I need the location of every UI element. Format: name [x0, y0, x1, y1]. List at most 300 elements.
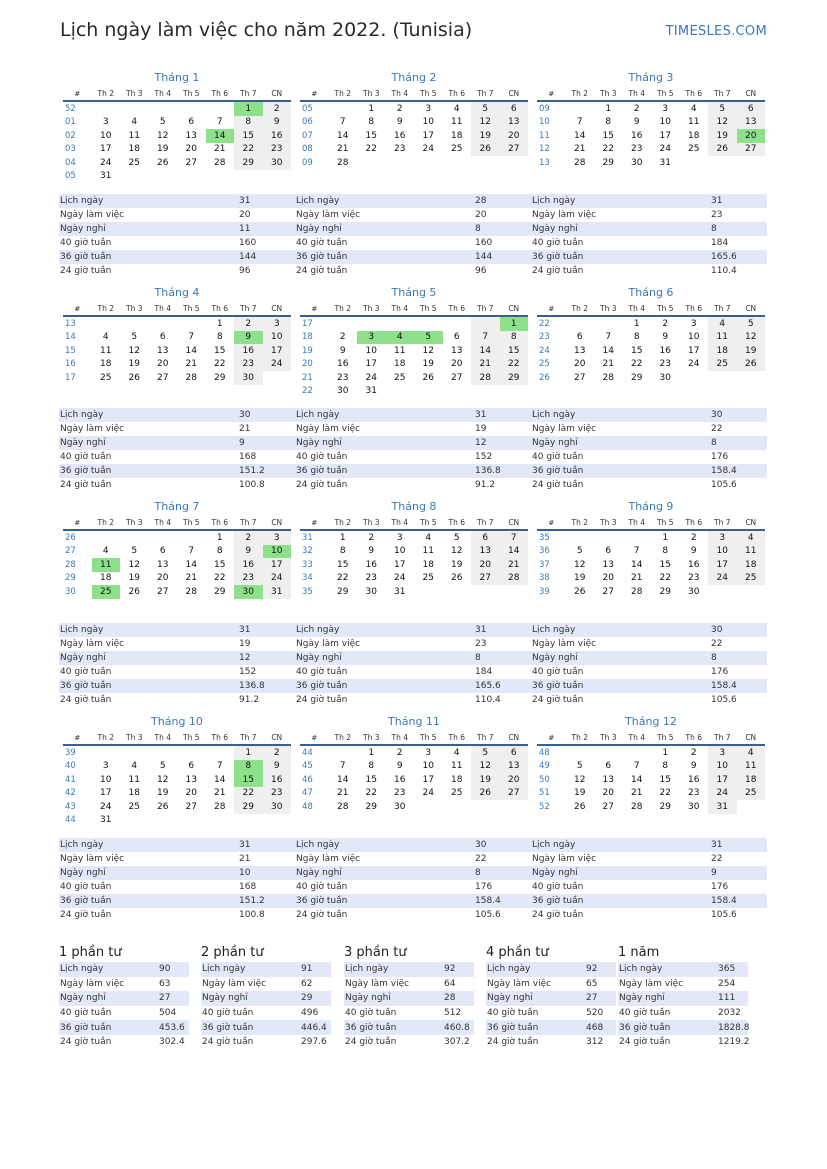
- stat-label: 40 giờ tuần: [345, 1008, 397, 1019]
- day-cell: 8: [662, 546, 669, 557]
- week-number: 44: [65, 815, 76, 826]
- day-cell: 2: [396, 103, 403, 114]
- weekday-header: Th 5: [414, 516, 443, 530]
- week-number: 30: [65, 586, 76, 597]
- week-row: [537, 143, 765, 157]
- week-number: 29: [65, 573, 76, 584]
- day-cell: 19: [708, 129, 737, 143]
- day-cell: 19: [128, 573, 140, 584]
- month-stats: [531, 408, 767, 492]
- week-row: [63, 585, 291, 599]
- stat-label: Ngày làm việc: [296, 210, 361, 220]
- stat-value: 165.6: [710, 250, 767, 264]
- weekday-header: CN: [737, 87, 766, 101]
- weekday-header: Th 2: [566, 516, 595, 530]
- day-cell: 8: [368, 117, 375, 128]
- day-cell: 11: [128, 774, 140, 785]
- stat-label: 24 giờ tuần: [487, 1037, 539, 1048]
- day-cell: 16: [263, 773, 292, 787]
- stat-label: 36 giờ tuần: [531, 679, 710, 693]
- stat-value: 27: [158, 991, 189, 1006]
- day-cell: 22: [337, 573, 349, 584]
- day-cell: 28: [574, 157, 586, 168]
- weekday-header: Th 7: [471, 731, 500, 745]
- week-number: 26: [539, 372, 550, 383]
- week-number: 48: [302, 801, 313, 812]
- week-row: [300, 316, 528, 331]
- weekday-header: Th 6: [206, 87, 235, 101]
- month-name: Tháng 9: [628, 500, 674, 513]
- stat-label: 40 giờ tuần: [532, 238, 584, 248]
- week-row: [300, 585, 528, 599]
- day-cell: 3: [396, 532, 403, 543]
- day-cell: 19: [422, 359, 434, 370]
- stat-label: 40 giờ tuần: [296, 882, 348, 892]
- stat-label: 24 giờ tuần: [532, 480, 584, 490]
- day-cell: 21: [337, 788, 349, 799]
- day-cell: 19: [574, 788, 586, 799]
- week-number: 45: [302, 761, 313, 772]
- day-cell: 30: [234, 585, 263, 599]
- week-row: [300, 760, 528, 774]
- stat-value: 105.6: [711, 695, 737, 705]
- day-cell: 5: [159, 117, 166, 128]
- day-cell: 9: [263, 760, 292, 774]
- day-cell: 17: [688, 345, 700, 356]
- stat-label: Ngày nghỉ: [531, 222, 710, 236]
- stat-label: 24 giờ tuần: [60, 480, 112, 490]
- stat-value: 144: [474, 250, 531, 264]
- week-row: [300, 344, 528, 358]
- stat-value: 8: [710, 222, 767, 236]
- day-cell: 14: [185, 345, 197, 356]
- stat-value: 2032: [718, 1008, 741, 1019]
- week-number: 16: [65, 359, 76, 370]
- stat-label: Lịch ngày: [295, 623, 474, 637]
- empty-cell: [737, 585, 766, 599]
- week-row: [300, 371, 528, 385]
- stat-label: 40 giờ tuần: [202, 1008, 254, 1019]
- day-cell: 19: [157, 144, 169, 155]
- stat-value: 468: [585, 1020, 616, 1035]
- day-cell: 4: [737, 530, 766, 545]
- week-number: 04: [65, 157, 76, 168]
- weekday-header: Th 4: [149, 516, 178, 530]
- day-cell: 28: [631, 801, 643, 812]
- empty-cell: [471, 385, 500, 399]
- day-cell: 2: [368, 532, 375, 543]
- day-cell: 17: [708, 558, 737, 572]
- weekday-header: Th 6: [680, 87, 709, 101]
- stat-label: 40 giờ tuần: [532, 667, 584, 677]
- day-cell: 12: [574, 774, 586, 785]
- day-cell: 23: [234, 572, 263, 586]
- day-cell: 6: [605, 761, 612, 772]
- week-row: [537, 530, 765, 545]
- day-cell: 15: [234, 773, 263, 787]
- stat-label: 36 giờ tuần: [295, 894, 474, 908]
- day-cell: 29: [659, 801, 671, 812]
- day-cell: 15: [337, 559, 349, 570]
- week-number: 09: [302, 157, 313, 168]
- weekday-header: #: [300, 516, 329, 530]
- empty-cell: [386, 316, 415, 331]
- month-grid: [63, 87, 291, 183]
- stat-value: 23: [711, 210, 723, 220]
- stat-label: Ngày nghỉ: [344, 991, 443, 1006]
- week-row: [63, 745, 291, 760]
- weekday-header: Th 5: [651, 516, 680, 530]
- day-cell: 24: [263, 572, 292, 586]
- weekday-header: Th 7: [708, 516, 737, 530]
- weekday-header: Th 6: [443, 87, 472, 101]
- week-number: 01: [65, 117, 76, 128]
- day-cell: 22: [365, 144, 377, 155]
- day-cell: 21: [214, 788, 226, 799]
- weekday-header: #: [63, 87, 92, 101]
- day-cell: 27: [737, 143, 766, 157]
- day-cell: 3: [425, 103, 432, 114]
- week-number: 09: [539, 103, 550, 114]
- weekday-header: Th 2: [92, 731, 121, 745]
- weekday-header: Th 5: [651, 87, 680, 101]
- week-number: 02: [65, 130, 76, 141]
- weekday-header: Th 4: [149, 87, 178, 101]
- stat-value: 512: [444, 1008, 462, 1019]
- stat-label: 36 giờ tuần: [59, 464, 238, 478]
- day-cell: 9: [234, 545, 263, 559]
- weekday-header: #: [63, 516, 92, 530]
- day-cell: 10: [688, 332, 700, 343]
- week-number: 42: [65, 788, 76, 799]
- day-cell: 31: [394, 586, 406, 597]
- empty-cell: [206, 170, 235, 184]
- period-stats: [201, 962, 331, 1050]
- month-name: Tháng 4: [154, 286, 200, 299]
- stat-value: 19: [239, 639, 251, 649]
- week-row: [537, 585, 765, 599]
- day-cell: 27: [157, 372, 169, 383]
- stat-value: 184: [711, 238, 729, 248]
- day-cell: 25: [394, 372, 406, 383]
- day-cell: 4: [102, 546, 109, 557]
- day-cell: 23: [688, 573, 700, 584]
- stat-value: 111: [717, 991, 748, 1006]
- day-cell: 20: [602, 788, 614, 799]
- week-row: [300, 572, 528, 586]
- day-cell: 22: [659, 573, 671, 584]
- week-number: 19: [302, 345, 313, 356]
- day-cell: 11: [708, 331, 737, 345]
- day-cell: 13: [602, 774, 614, 785]
- weekday-header: Th 5: [414, 731, 443, 745]
- day-cell: 26: [422, 372, 434, 383]
- day-cell: 24: [422, 788, 434, 799]
- stat-label: 36 giờ tuần: [59, 250, 238, 264]
- day-cell: 17: [263, 344, 292, 358]
- period-summary: [618, 944, 748, 1050]
- weekday-header: Th 3: [594, 731, 623, 745]
- stat-label: Ngày nghỉ: [59, 436, 238, 450]
- month-name: Tháng 1: [154, 71, 200, 84]
- day-cell: 19: [574, 573, 586, 584]
- stat-value: 31: [710, 838, 767, 852]
- month-stats: [295, 194, 531, 278]
- stat-label: Ngày làm việc: [619, 978, 684, 989]
- empty-cell: [443, 156, 472, 170]
- day-cell: 7: [633, 761, 640, 772]
- weekday-header: Th 2: [329, 302, 358, 316]
- day-cell: 30: [234, 371, 263, 385]
- day-cell: 22: [631, 359, 643, 370]
- week-number: 48: [539, 747, 550, 758]
- day-cell: 29: [659, 586, 671, 597]
- stat-label: Ngày nghỉ: [59, 866, 238, 880]
- day-cell: 7: [339, 117, 346, 128]
- stat-label: 24 giờ tuần: [345, 1037, 397, 1048]
- stat-value: 1828.8: [717, 1020, 748, 1035]
- day-cell: 29: [214, 372, 226, 383]
- stat-value: 92: [443, 962, 474, 977]
- day-cell: 28: [471, 371, 500, 385]
- day-cell: 14: [631, 559, 643, 570]
- week-row: [537, 371, 765, 385]
- weekday-header: CN: [263, 302, 292, 316]
- week-number: 12: [539, 144, 550, 155]
- empty-cell: [623, 530, 652, 545]
- day-cell: 6: [500, 745, 529, 760]
- weekday-header: CN: [737, 302, 766, 316]
- day-cell: 9: [396, 117, 403, 128]
- stat-value: 496: [301, 1008, 319, 1019]
- empty-cell: [566, 745, 595, 760]
- day-cell: 14: [471, 344, 500, 358]
- week-row: [63, 316, 291, 331]
- day-cell: 8: [368, 761, 375, 772]
- day-cell: 4: [386, 331, 415, 345]
- day-cell: 17: [263, 558, 292, 572]
- week-number: 08: [302, 144, 313, 155]
- week-row: [63, 558, 291, 572]
- day-cell: 28: [185, 372, 197, 383]
- brand-link[interactable]: TIMESLES.COM: [665, 24, 767, 39]
- day-cell: 26: [128, 372, 140, 383]
- day-cell: 28: [214, 157, 226, 168]
- stat-value: 21: [239, 854, 251, 864]
- empty-cell: [234, 170, 263, 184]
- stat-value: 105.6: [475, 910, 501, 920]
- weekday-header: #: [537, 302, 566, 316]
- stat-value: 11: [238, 222, 295, 236]
- day-cell: 25: [451, 788, 463, 799]
- weekday-header: Th 6: [680, 516, 709, 530]
- weekday-header: #: [537, 731, 566, 745]
- month-name: Tháng 6: [628, 286, 674, 299]
- day-cell: 2: [234, 316, 263, 331]
- month-stats: [59, 194, 295, 278]
- stat-value: 460.8: [443, 1020, 474, 1035]
- day-cell: 23: [631, 144, 643, 155]
- day-cell: 2: [396, 747, 403, 758]
- stat-value: 453.6: [158, 1020, 189, 1035]
- stat-value: 31: [474, 408, 531, 422]
- period-stats: [486, 962, 616, 1050]
- weekday-header: Th 6: [443, 302, 472, 316]
- weekday-header: Th 5: [651, 302, 680, 316]
- month-name: Tháng 5: [391, 286, 437, 299]
- month-stats: [295, 838, 531, 922]
- stat-value: 365: [717, 962, 748, 977]
- week-number: 15: [65, 345, 76, 356]
- day-cell: 20: [471, 558, 500, 572]
- day-cell: 17: [100, 144, 112, 155]
- weekday-header: Th 2: [566, 302, 595, 316]
- week-number: 10: [539, 117, 550, 128]
- weekday-header: Th 4: [623, 516, 652, 530]
- empty-cell: [414, 800, 443, 814]
- stat-label: Ngày làm việc: [296, 854, 361, 864]
- day-cell: 27: [500, 143, 529, 157]
- week-row: [63, 143, 291, 157]
- day-cell: 15: [234, 129, 263, 143]
- day-cell: 15: [602, 130, 614, 141]
- stat-label: 24 giờ tuần: [60, 910, 112, 920]
- stat-label: Ngày làm việc: [60, 210, 125, 220]
- week-row: [63, 344, 291, 358]
- week-row: [537, 558, 765, 572]
- stat-value: 160: [475, 238, 493, 248]
- empty-cell: [414, 316, 443, 331]
- day-cell: 1: [234, 745, 263, 760]
- day-cell: 16: [263, 129, 292, 143]
- day-cell: 22: [214, 359, 226, 370]
- day-cell: 3: [690, 318, 697, 329]
- weekday-header: Th 3: [357, 87, 386, 101]
- weekday-header: Th 2: [566, 731, 595, 745]
- empty-cell: [708, 585, 737, 599]
- weekday-header: Th 5: [177, 516, 206, 530]
- day-cell: 23: [394, 788, 406, 799]
- day-cell: 20: [185, 788, 197, 799]
- day-cell: 15: [500, 344, 529, 358]
- stat-label: Ngày làm việc: [345, 978, 410, 989]
- day-cell: 9: [263, 116, 292, 130]
- week-row: [63, 773, 291, 787]
- stat-label: 36 giờ tuần: [531, 464, 710, 478]
- day-cell: 26: [574, 586, 586, 597]
- month-stats: [531, 838, 767, 922]
- stat-label: Ngày nghỉ: [618, 991, 717, 1006]
- day-cell: 1: [368, 747, 375, 758]
- day-cell: 7: [576, 117, 583, 128]
- empty-cell: [149, 814, 178, 828]
- day-cell: 1: [500, 316, 529, 331]
- stat-label: Lịch ngày: [531, 194, 710, 208]
- day-cell: 15: [631, 345, 643, 356]
- day-cell: 5: [576, 761, 583, 772]
- day-cell: 27: [185, 801, 197, 812]
- stat-label: Ngày làm việc: [296, 639, 361, 649]
- day-cell: 24: [422, 144, 434, 155]
- stat-value: 65: [586, 978, 598, 989]
- stat-value: 176: [711, 452, 729, 462]
- week-row: [63, 156, 291, 170]
- week-number: 21: [302, 372, 313, 383]
- day-cell: 15: [365, 774, 377, 785]
- stat-value: 151.2: [238, 894, 295, 908]
- empty-cell: [386, 385, 415, 399]
- empty-cell: [177, 170, 206, 184]
- stat-label: Lịch ngày: [59, 194, 238, 208]
- day-cell: 1: [368, 103, 375, 114]
- day-cell: 28: [337, 801, 349, 812]
- period-title: 1 phần tư: [59, 945, 122, 960]
- day-cell: 7: [216, 761, 223, 772]
- empty-cell: [443, 385, 472, 399]
- day-cell: 7: [339, 761, 346, 772]
- day-cell: 24: [263, 358, 292, 372]
- day-cell: 13: [185, 130, 197, 141]
- week-number: 47: [302, 788, 313, 799]
- stat-label: 24 giờ tuần: [296, 695, 348, 705]
- day-cell: 26: [471, 143, 500, 157]
- empty-cell: [177, 530, 206, 545]
- month-calendar: [63, 714, 291, 827]
- day-cell: 12: [451, 546, 463, 557]
- empty-cell: [206, 745, 235, 760]
- month-name: Tháng 12: [625, 715, 677, 728]
- week-number: 49: [539, 761, 550, 772]
- weekday-header: Th 4: [623, 731, 652, 745]
- day-cell: 26: [157, 157, 169, 168]
- week-number: 40: [65, 761, 76, 772]
- empty-cell: [177, 745, 206, 760]
- day-cell: 9: [234, 331, 263, 345]
- day-cell: 17: [394, 559, 406, 570]
- day-cell: 6: [188, 761, 195, 772]
- day-cell: 16: [234, 558, 263, 572]
- empty-cell: [177, 814, 206, 828]
- month-calendar: [537, 714, 765, 814]
- stat-label: Lịch ngày: [295, 194, 474, 208]
- month-name: Tháng 11: [388, 715, 440, 728]
- day-cell: 7: [188, 332, 195, 343]
- month-grid: [300, 302, 528, 398]
- weekday-header: Th 3: [120, 516, 149, 530]
- stat-value: 30: [710, 623, 767, 637]
- weekday-header: Th 3: [357, 516, 386, 530]
- day-cell: 5: [471, 101, 500, 116]
- day-cell: 3: [662, 103, 669, 114]
- day-cell: 22: [234, 787, 263, 801]
- empty-cell: [357, 316, 386, 331]
- day-cell: 20: [157, 573, 169, 584]
- stat-value: 96: [475, 266, 487, 276]
- week-row: [63, 116, 291, 130]
- day-cell: 5: [453, 532, 460, 543]
- stat-value: 136.8: [474, 464, 531, 478]
- day-cell: 21: [574, 144, 586, 155]
- weekday-header: CN: [500, 731, 529, 745]
- day-cell: 7: [471, 331, 500, 345]
- stat-value: 62: [301, 978, 313, 989]
- day-cell: 26: [157, 801, 169, 812]
- day-cell: 24: [688, 359, 700, 370]
- stat-label: 40 giờ tuần: [619, 1008, 671, 1019]
- day-cell: 29: [365, 801, 377, 812]
- day-cell: 18: [737, 558, 766, 572]
- day-cell: 13: [500, 116, 529, 130]
